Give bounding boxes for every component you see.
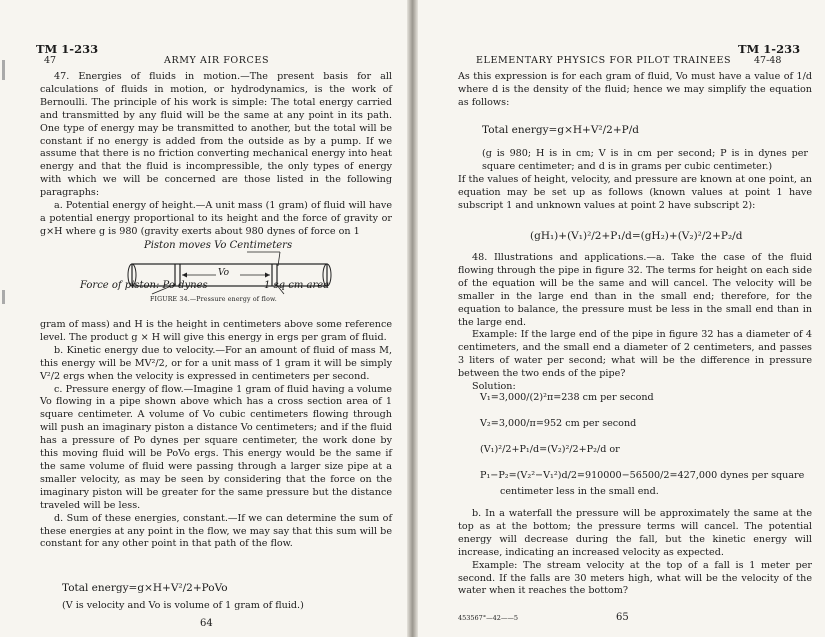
figure-caption: FIGURE 34.—Pressure energy of flow. [150,296,277,303]
section-48-paragraph: 48. Illustrations and applications.—a. Take the case of the fluid flowing through the pipe in figure 32. The terms for height on each side of the equation will be the same and will cancel. The velocity will be smaller in the large end than in the small end; therefore, for the equation to balance, the pressure must be less in the small end than in the large end. [458,252,812,328]
total-energy-formula: Total energy=g×H+V²/2+PoVo [62,582,228,594]
book-gutter [407,0,418,637]
figure-34 [80,240,352,306]
section-47-paragraph: 47. Energies of fluids in motion.—The present basis for all calculations of fluids in motion, or hydrodynamics, is the work of Bernoulli. The principle of his work is simple: The total energy carried and transmitted by any fluid will be the same at any point in its path. One type of energy may be transmitted to another, but the total will be constant if no energy is added from the outside as by a pump. If we assume that there is no friction converting mechanical energy into heat energy and that the fluid is incompressible, the only types of energy with which we will be concerned are those listed in the following paragraphs: [40,71,392,199]
figure-label-area: 1 sq cm area [264,280,330,291]
left-page-number: 64 [200,618,213,629]
potential-energy-paragraph: a. Potential energy of height.—A unit mass (1 gram) of fluid will have a potential energy proportional to its height and the force of gravity or g×H where g is 980 (gravity exerts about 980 dynes of force on 1 [40,200,392,237]
solution-eq-v2: V₂=3,000/π=952 cm per second [480,418,637,429]
right-intro-paragraph: As this expression is for each gram of fluid, Vo must have a value of 1/d where d is the density of the fluid; hence we may simplify the equation as follows: [458,71,812,108]
sum-energies-paragraph: d. Sum of these energies, constant.—If we can determine the sum of these energies at any point in the flow, we may say that this sum will be constant for any other point in that path of the flow. [40,512,392,550]
left-page [0,0,407,637]
example-pipe-paragraph: Example: If the large end of the pipe in figure 32 has a diameter of 4 centimeters, and the small end a diameter of 2 centimeters, and passes 3 liters of water per second; what will be the difference in pressure between the two ends of the pipe? [458,329,812,380]
potential-energy-continued: gram of mass) and H is the height in centimeters above some reference level. The product g × H will give this energy in ergs per gram of fluid. [40,319,392,343]
binding-mark [2,60,5,80]
solution-eq-result: centimeter less in the small end. [500,486,659,497]
solution-eq-balance: (V₁)²/2+P₁/d=(V₂)²/2+P₂/d or [480,444,620,455]
bernoulli-two-point-formula: (gH₁)+(V₁)²/2+P₁/d=(gH₂)+(V₂)²/2+P₂/d [530,230,743,242]
figure-label-force: Force of piston: Po dynes [80,280,208,291]
left-text-bottom [40,319,392,551]
right-page [418,0,825,637]
right-text-units [458,148,812,213]
simplified-energy-formula: Total energy=g×H+V²/2+P/d [482,124,639,136]
right-text-bottom [458,508,812,598]
kinetic-energy-paragraph: b. Kinetic energy due to velocity.—For an amount of fluid of mass M, this energy will be MV²/2, or for a unit mass of 1 gram it will be simply V²/2 ergs when the velocity is expressed in centimeters per second. [40,344,392,382]
left-page-ref: 47 [44,55,57,66]
waterfall-example-paragraph: Example: The stream velocity at the top of a fall is 1 meter per second. If the falls are 30 meters high, what will be the velocity of the water when it reaches the bottom? [458,559,812,597]
right-running-head: ELEMENTARY PHYSICS FOR PILOT TRAINEES [476,55,732,66]
binding-mark [2,290,5,304]
units-paragraph: (g is 980; H is in cm; V is in cm per second; P is in dynes per square centimeter; and d is in grams per cubic centimeter.) [482,148,808,172]
figure-label-piston-moves: Piston moves Vo Centimeters [144,240,293,251]
two-points-paragraph: If the values of height, velocity, and pressure are known at one point, an equation may be set up as follows (known values at point 1 have subscript 1 and unknown values at point 2 have subscript 2): [458,173,812,211]
right-tm-label: TM 1-233 [738,42,801,56]
left-tm-label: TM 1-233 [36,42,99,56]
right-page-number: 65 [616,612,629,623]
right-text-intro [458,71,812,110]
solution-eq-v1: V₁=3,000/(2)²π=238 cm per second [480,392,654,403]
solution-eq-difference: P₁−P₂=(V₂²−V₁²)d/2=910000−56500/2=427,000 dynes per square [480,470,805,481]
left-text-top [40,71,392,239]
left-running-head: ARMY AIR FORCES [164,55,270,66]
pressure-energy-paragraph: c. Pressure energy of flow.—Imagine 1 gram of fluid having a volume Vo flowing in a pipe shown above which has a cross section area of 1 square centimeter. A volume of Vo cubic centimeters flowing through will push an imaginary piston a distance Vo centimeters; and if the fluid has a pressure of Po dynes per square centimeter, the work done by this moving fluid will be PoVo ergs. This energy would be the same if the same volume of fluid were passing through a larger size pipe at a smaller velocity, as may be seen by considering that the force on the imaginary piston will be greater for the same pressure but the distance traveled will be less. [40,383,392,511]
formula-note: (V is velocity and Vo is volume of 1 gram of fluid.) [62,600,304,611]
figure-label-vo: Vo [218,268,230,278]
waterfall-paragraph: b. In a waterfall the pressure will be approximately the same at the top as at the bottom; the pressure terms will cancel. The potential energy will decrease during the fall, but the kinetic energy will increase, indicating an increased velocity as expected. [458,508,812,558]
solution-label: Solution: [472,381,516,393]
right-page-ref: 47-48 [754,55,782,66]
right-text-middle [458,252,812,394]
print-code: 453567°—42——5 [458,614,518,622]
